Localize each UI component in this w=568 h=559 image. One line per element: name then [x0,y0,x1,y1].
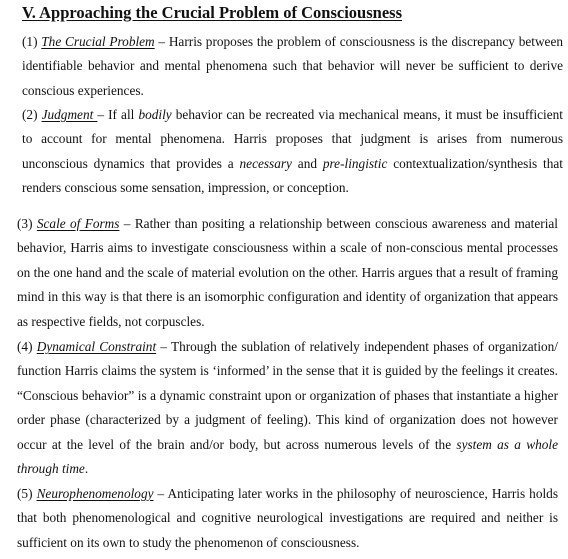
term-dynamical-constraint: Dynamical Constraint [36,339,157,354]
item-number: (4) [17,339,33,354]
dash-separator: – [154,34,169,49]
paragraph-text: Anticipating later works in the philosophy of neuroscience, Harris holds that both phenomenological and cognitive neurological investigations are required and neither is sufficient on its own to study the phenomenon of consciousness. [17,486,558,550]
paragraph-judgment [22,103,563,201]
paragraph-text: Harris proposes the problem of consciousness is the discrepancy between identifiable behavior and mental phenomena such that behavior will never be sufficient to derive conscious experiences. [22,34,563,98]
paragraph-text: contextualization/synthesis that renders conscious some sensation, impression, or conception. [22,155,563,196]
paragraph-text: behavior can be recreated via mechanical means, it must be insufficient to account for mental phenomena. Harris proposes that judgment is arises from numerous unconscious dynamics that provides a [22,107,563,171]
term-scale-of-forms: Scale of Forms [36,216,120,231]
emphasis-necessary: necessary [239,155,292,171]
emphasis-bodily: bodily [138,107,172,122]
paragraph-scale-of-forms [17,212,558,334]
dash-separator: – [153,486,168,501]
term-neurophenomenology: Neurophenomenology [36,486,154,501]
paragraph-text: Rather than positing a relationship between conscious awareness and material behavior, Harris aims to investigate consciousness within a scale of non-conscious mental processes on the one hand and the scale of material evolution on the other. Harris argues that a result of framing mind in this way is that there is an isomorphic configuration and identity of organization that appears as respective fields, not corpuscles. [17,216,559,329]
paragraph-text: and [291,155,323,171]
emphasis-pre-lingistic: pre-lingistic [322,155,388,171]
dash-separator: – [119,216,135,231]
term-crucial-problem: The Crucial Problem [41,34,155,49]
item-number: (5) [17,486,33,501]
paragraph-neurophenomenology [17,482,558,555]
paragraph-text: If all [108,107,139,122]
term-judgment: Judgment [41,107,98,122]
paragraph-crucial-problem [22,30,563,103]
item-number: (2) [22,107,38,122]
dash-separator: – [156,339,171,354]
emphasis-system-whole: system as a whole through time [17,436,558,477]
paragraph-dynamical-constraint [17,335,558,481]
dash-separator: – [97,107,109,122]
section-heading: V. Approaching the Crucial Problem of Consciousness [22,3,402,22]
item-number: (3) [17,216,33,231]
item-number: (1) [22,34,38,49]
paragraph-text: Through the sublation of relatively independent phases of organization/ function Harris claims the system is ‘informed’ in the sense that it is guided by the feelings it creates. “Conscious behavior” is a dynamic constraint upon or organization of phases that instantiate a higher order phase (characterized by a judgment of feeling). This kind of organization does not however occur at the level of the brain and/or body, but across numerous levels of the [17,339,559,452]
paragraph-text: . [84,461,89,477]
